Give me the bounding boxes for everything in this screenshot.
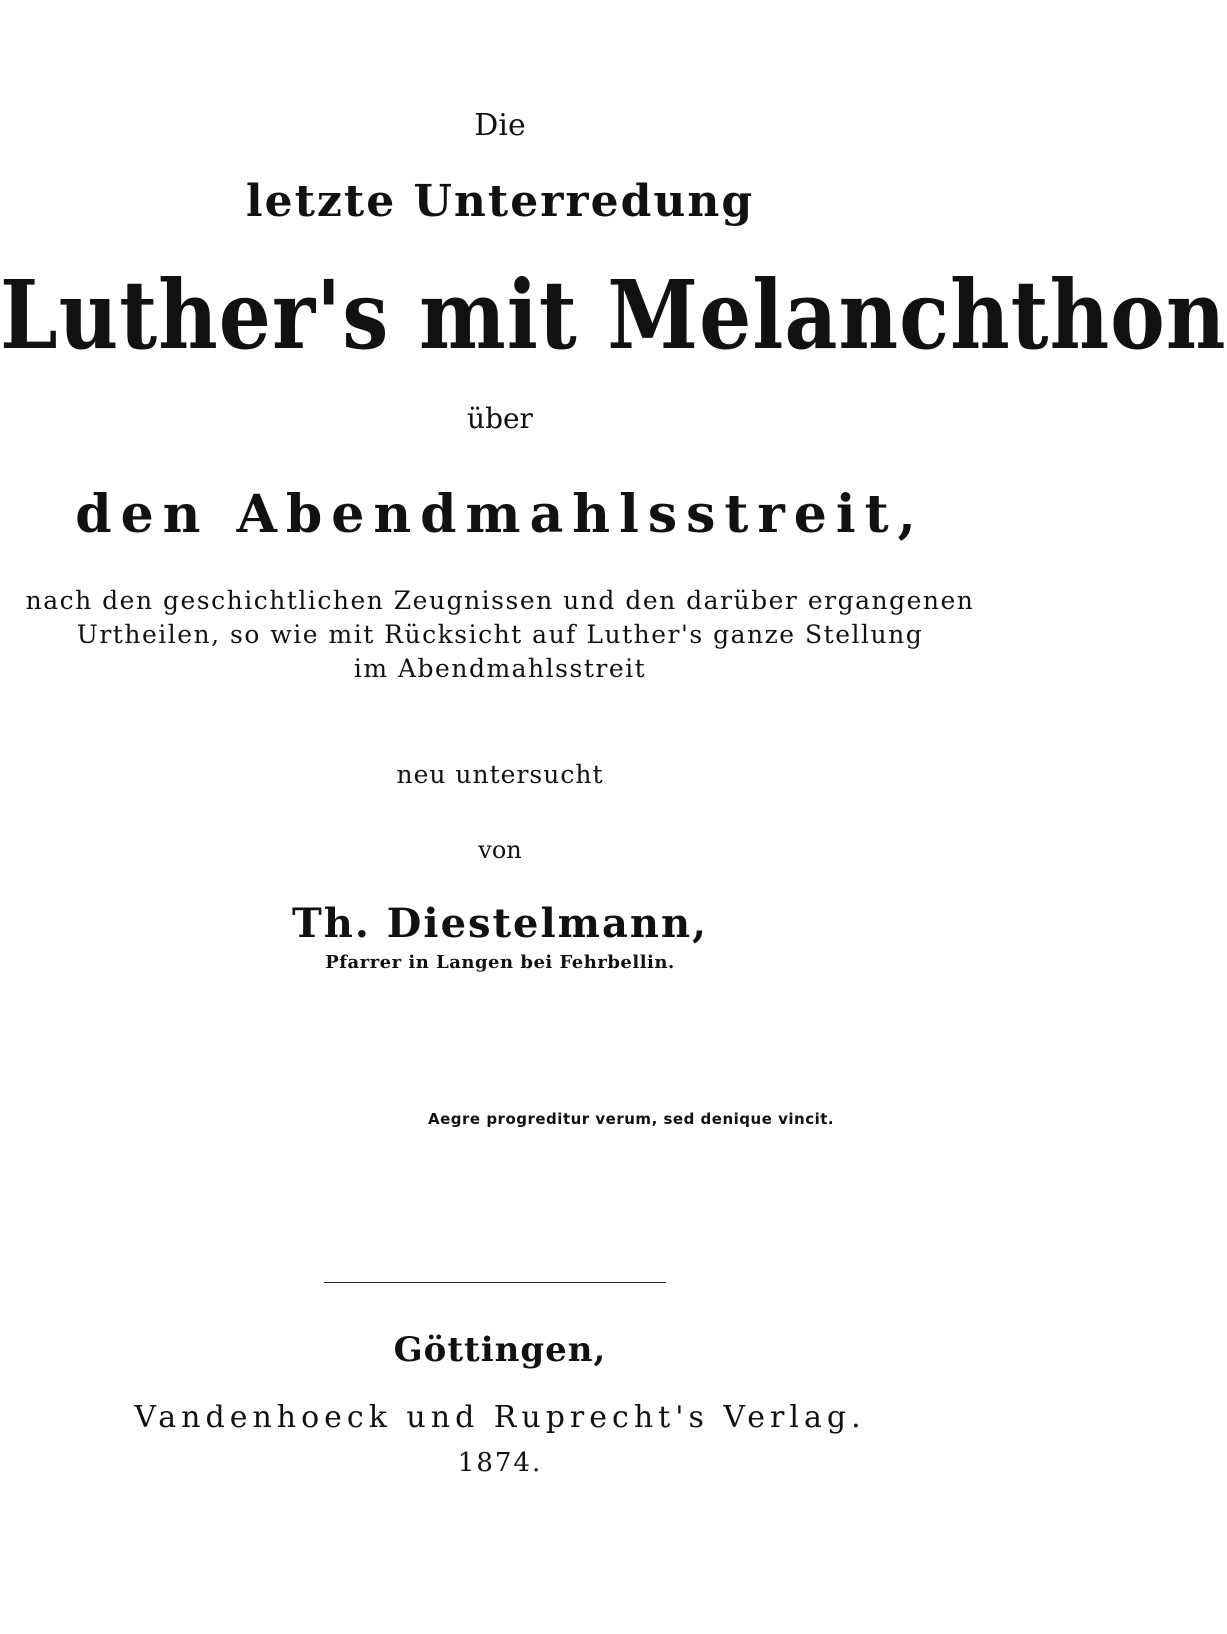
publication-year: 1874. <box>457 1448 543 1478</box>
title-letzte-unterredung: letzte Unterredung <box>245 176 755 227</box>
divider-rule <box>324 1282 666 1283</box>
main-title: Luther's mit Melanchthon <box>0 260 1227 372</box>
publisher: Vandenhoeck und Ruprecht's Verlag. <box>134 1400 866 1435</box>
subtitle-line: nach den geschichtlichen Zeugnissen und den darüber ergangenen <box>25 586 975 615</box>
title-ueber: über <box>467 402 533 435</box>
neu-untersucht: neu untersucht <box>396 760 604 789</box>
title-die: Die <box>474 108 526 143</box>
latin-motto: Aegre progreditur verum, sed denique vincit. <box>428 1110 835 1128</box>
author-role: Pfarrer in Langen bei Fehrbellin. <box>325 952 675 973</box>
author-name: Th. Diestelmann, <box>291 900 708 947</box>
von: von <box>478 836 522 864</box>
subtitle-line: im Abendmahlsstreit <box>353 654 647 683</box>
subtitle-line: Urtheilen, so wie mit Rücksicht auf Luther's ganze Stellung <box>76 620 924 649</box>
title-abendmahlsstreit: den Abendmahlsstreit, <box>75 484 925 545</box>
publication-place: Göttingen, <box>393 1330 607 1370</box>
